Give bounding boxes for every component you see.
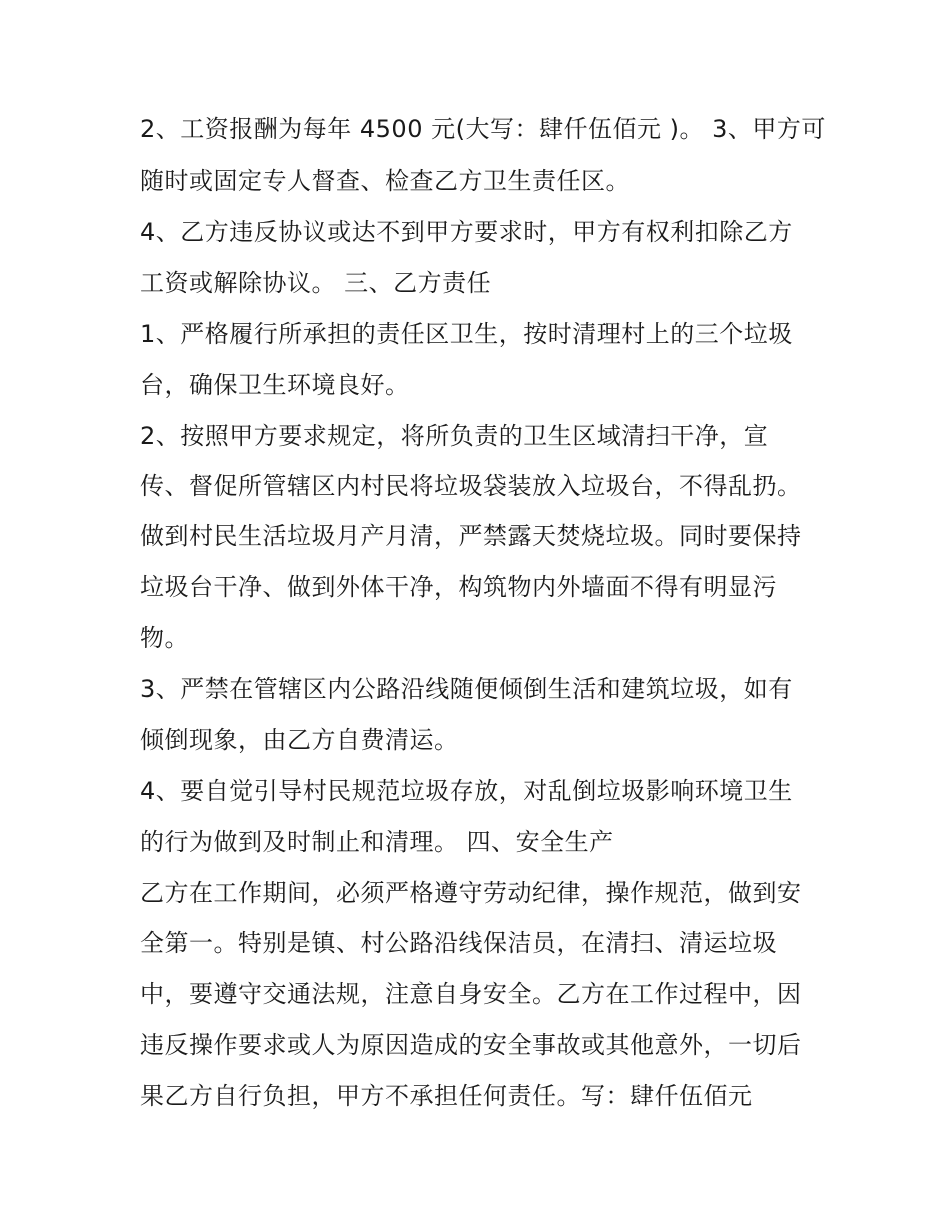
text-line: 工资或解除协议。 三、乙方责任 bbox=[140, 269, 492, 297]
text-line: 台，确保卫生环境良好。 bbox=[140, 371, 410, 399]
text-line: 2、工资报酬为每年 4500 元(大写：肆仟伍佰元 )。 3、甲方可 bbox=[140, 115, 826, 143]
text-line: 2、按照甲方要求规定，将所负责的卫生区域清扫干净，宣 bbox=[140, 422, 769, 450]
text-line: 违反操作要求或人为原因造成的安全事故或其他意外，一切后 bbox=[140, 1031, 802, 1059]
text-line: 倾倒现象，由乙方自费清运。 bbox=[140, 726, 459, 754]
text-line: 垃圾台干净、做到外体干净，构筑物内外墙面不得有明显污 bbox=[140, 573, 777, 601]
text-line: 4、乙方违反协议或达不到甲方要求时，甲方有权利扣除乙方 bbox=[140, 218, 793, 246]
text-line: 的行为做到及时制止和清理。 四、安全生产 bbox=[140, 828, 614, 856]
text-line: 随时或固定专人督查、检查乙方卫生责任区。 bbox=[140, 167, 630, 195]
text-line: 果乙方自行负担，甲方不承担任何责任。写：肆仟伍佰元 bbox=[140, 1082, 753, 1110]
text-line: 传、督促所管辖区内村民将垃圾袋装放入垃圾台，不得乱扔。 bbox=[140, 472, 802, 500]
text-line: 中，要遵守交通法规，注意自身安全。乙方在工作过程中，因 bbox=[140, 980, 802, 1008]
text-line: 乙方在工作期间，必须严格遵守劳动纪律，操作规范，做到安 bbox=[140, 879, 802, 907]
text-line: 4、要自觉引导村民规范垃圾存放，对乱倒垃圾影响环境卫生 bbox=[140, 777, 793, 805]
text-line: 做到村民生活垃圾月产月清，严禁露天焚烧垃圾。同时要保持 bbox=[140, 522, 802, 550]
text-line: 3、严禁在管辖区内公路沿线随便倾倒生活和建筑垃圾，如有 bbox=[140, 675, 793, 703]
text-line: 物。 bbox=[140, 624, 189, 652]
text-line: 1、严格履行所承担的责任区卫生，按时清理村上的三个垃圾 bbox=[140, 320, 793, 348]
text-line: 全第一。特别是镇、村公路沿线保洁员，在清扫、清运垃圾 bbox=[140, 929, 777, 957]
